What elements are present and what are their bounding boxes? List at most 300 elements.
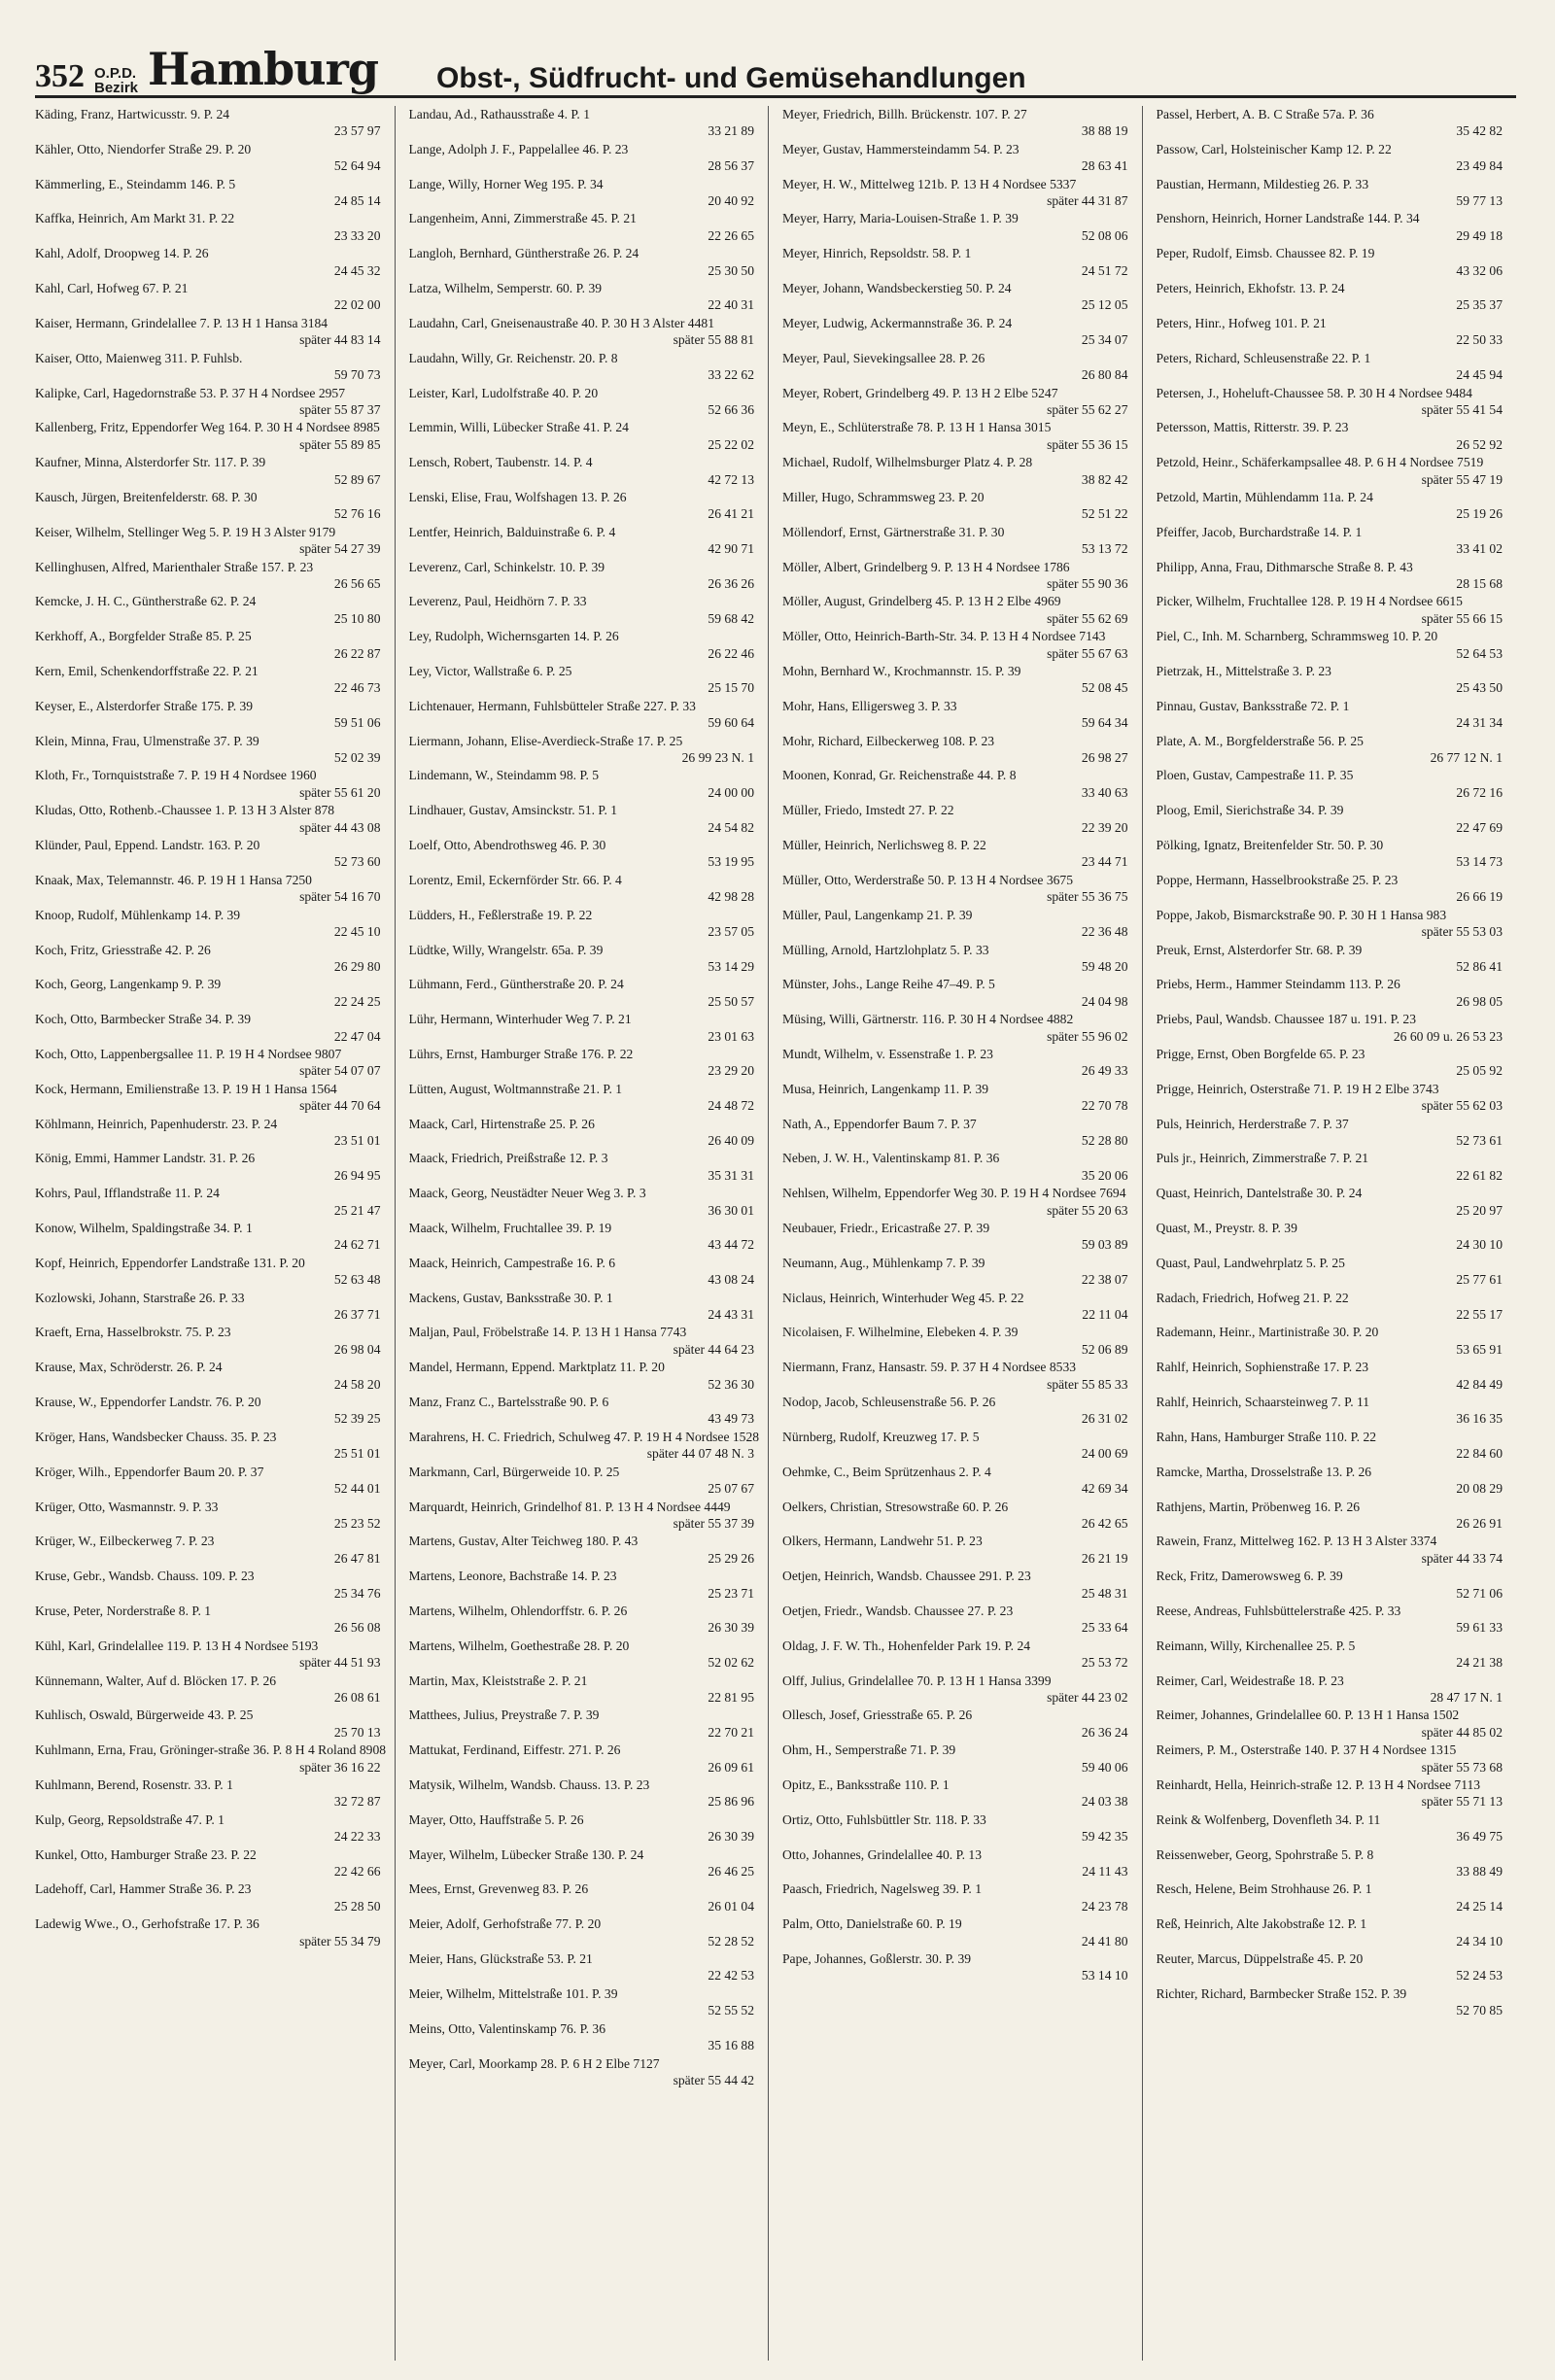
directory-entry <box>1157 280 1509 314</box>
entry-phone: 59 70 73 <box>333 367 381 383</box>
entry-phone: 23 44 71 <box>1081 854 1128 870</box>
directory-entry <box>35 733 387 767</box>
entry-name-address: Nicolaisen, F. Wilhelmine, Elebeken 4. P. 39 <box>782 1325 1019 1340</box>
entry-phone: später 54 07 07 <box>299 1063 381 1079</box>
directory-entry <box>1157 1359 1509 1393</box>
entry-name-address: Müller, Paul, Langenkamp 21. P. 39 <box>782 907 973 922</box>
directory-entry <box>409 1464 761 1498</box>
entry-phone: später 44 31 87 <box>1047 193 1128 209</box>
directory-entry <box>409 767 761 801</box>
entry-name-address: Koch, Otto, Barmbecker Straße 34. P. 39 <box>35 1012 251 1027</box>
entry-name-address: Neubauer, Friedr., Ericastraße 27. P. 39 <box>782 1221 990 1235</box>
entry-name-address: Kröger, Hans, Wandsbecker Chauss. 35. P. 23 <box>35 1429 277 1444</box>
directory-entry <box>35 245 387 279</box>
entry-phone: 24 54 82 <box>708 819 754 835</box>
directory-entry <box>1157 1533 1509 1567</box>
entry-name-address: Liermann, Johann, Elise-Averdieck-Straße 17. P. 25 <box>408 733 683 748</box>
entry-name-address: Lenski, Elise, Frau, Wolfshagen 13. P. 26 <box>408 489 627 504</box>
entry-name-address: Maack, Friedrich, Preißstraße 12. P. 3 <box>408 1151 608 1166</box>
entry-phone: 59 48 20 <box>1081 958 1128 974</box>
entry-name-address: Manz, Franz C., Bartelsstraße 90. P. 6 <box>408 1395 609 1410</box>
entry-name-address: Rawein, Franz, Mittelweg 162. P. 13 H 3 Alster 3374 <box>1156 1534 1437 1549</box>
directory-entry <box>1157 1324 1509 1358</box>
directory-entry <box>782 698 1134 732</box>
entry-name-address: Kunkel, Otto, Hamburger Straße 23. P. 22 <box>35 1846 257 1862</box>
directory-entry <box>35 1811 387 1845</box>
entry-phone: 53 14 10 <box>1081 1968 1128 1983</box>
entry-phone: 23 51 01 <box>333 1132 381 1148</box>
directory-entry <box>35 1846 387 1880</box>
entry-name-address: Kuhlmann, Erna, Frau, Gröninger-straße 36. P. 8 H 4 Roland 8908 <box>35 1742 387 1758</box>
entry-phone: später 55 66 15 <box>1421 610 1503 626</box>
directory-entry <box>35 280 387 314</box>
entry-phone: 26 29 80 <box>333 958 381 974</box>
entry-phone: 28 47 17 N. 1 <box>1430 1689 1503 1705</box>
directory-entry <box>782 385 1134 419</box>
directory-entry <box>409 350 761 384</box>
entry-name-address: Meyer, Johann, Wandsbeckerstieg 50. P. 24 <box>782 281 1012 296</box>
entry-phone: 20 40 92 <box>708 193 754 209</box>
directory-entry <box>782 280 1134 314</box>
entry-name-address: Lüdtke, Willy, Wrangelstr. 65a. P. 39 <box>408 942 604 957</box>
entry-phone: 24 25 14 <box>1456 1898 1503 1914</box>
directory-entry <box>409 1533 761 1567</box>
entry-name-address: Ortiz, Otto, Fuhlsbüttler Str. 118. P. 33 <box>782 1811 986 1827</box>
entry-name-address: Olff, Julius, Grindelallee 70. P. 13 H 1 Hansa 3399 <box>782 1673 1052 1688</box>
entry-phone: 23 57 05 <box>708 924 754 940</box>
entry-phone: 26 72 16 <box>1456 784 1503 800</box>
entry-name-address: Leverenz, Carl, Schinkelstr. 10. P. 39 <box>408 559 605 574</box>
directory-entry <box>35 1533 387 1567</box>
entry-phone: 33 22 62 <box>708 367 754 383</box>
entry-phone: später 44 64 23 <box>673 1341 754 1357</box>
directory-entry <box>409 1742 761 1776</box>
entry-phone: 53 65 91 <box>1456 1341 1503 1357</box>
entry-name-address: Poppe, Hermann, Hasselbrookstraße 25. P. 23 <box>1156 872 1399 887</box>
directory-entry <box>409 1811 761 1845</box>
directory-entry <box>782 1081 1134 1115</box>
directory-entry <box>1157 385 1509 419</box>
entry-phone: 52 73 60 <box>333 854 381 870</box>
entry-name-address: Kahl, Carl, Hofweg 67. P. 21 <box>35 281 189 296</box>
entry-phone: 22 38 07 <box>1081 1272 1128 1288</box>
directory-entry <box>35 1185 387 1219</box>
entry-name-address: Meyer, Friedrich, Billh. Brückenstr. 107. P. 27 <box>782 107 1027 121</box>
directory-entry <box>35 1464 387 1498</box>
entry-name-address: Reimers, P. M., Osterstraße 140. P. 37 H 4 Nordsee 1315 <box>1156 1742 1457 1758</box>
directory-entry <box>35 489 387 523</box>
directory-entry <box>35 1673 387 1707</box>
entry-name-address: Lindhauer, Gustav, Amsinckstr. 51. P. 1 <box>408 803 618 818</box>
entry-phone: 23 33 20 <box>333 227 381 243</box>
entry-phone: 23 57 97 <box>333 123 381 139</box>
entry-phone: 42 98 28 <box>708 889 754 905</box>
entry-name-address: Nath, A., Eppendorfer Baum 7. P. 37 <box>782 1116 977 1131</box>
entry-phone: 33 40 63 <box>1081 784 1128 800</box>
entry-name-address: Knaak, Max, Telemannstr. 46. P. 19 H 1 Hansa 7250 <box>35 872 312 887</box>
directory-entry <box>35 315 387 349</box>
entry-name-address: Ley, Rudolph, Wichernsgarten 14. P. 26 <box>408 629 619 644</box>
entry-phone: 52 28 80 <box>1081 1132 1128 1148</box>
directory-entry <box>35 1081 387 1115</box>
directory-entry <box>35 1255 387 1289</box>
entry-name-address: Reimann, Willy, Kirchenallee 25. P. 5 <box>1156 1638 1356 1653</box>
entry-name-address: Kühl, Karl, Grindelallee 119. P. 13 H 4 Nordsee 5193 <box>35 1638 319 1653</box>
entry-phone: 26 08 61 <box>333 1689 381 1705</box>
directory-entry <box>409 1499 761 1533</box>
entry-name-address: Lemmin, Willi, Lübecker Straße 41. P. 24 <box>408 420 629 435</box>
entry-name-address: Müller, Friedo, Imstedt 27. P. 22 <box>782 803 954 818</box>
entry-name-address: Kloth, Fr., Tornquiststraße 7. P. 19 H 4 Nordsee 1960 <box>35 768 317 783</box>
entry-name-address: Puls jr., Heinrich, Zimmerstraße 7. P. 21 <box>1156 1151 1369 1166</box>
entry-phone: 24 00 00 <box>708 784 754 800</box>
directory-entry <box>782 872 1134 906</box>
entry-name-address: Petzold, Martin, Mühlendamm 11a. P. 24 <box>1156 489 1373 504</box>
entry-phone: 26 36 26 <box>708 575 754 591</box>
section-title: Obst-, Südfrucht- und Gemüsehandlungen <box>435 62 1026 94</box>
entry-phone: 22 55 17 <box>1456 1307 1503 1323</box>
directory-entry <box>782 245 1134 279</box>
directory-entry <box>782 1915 1134 1949</box>
directory-entry <box>409 1046 761 1080</box>
directory-entry <box>1157 559 1509 593</box>
directory-entry <box>409 802 761 836</box>
entry-phone: 23 49 84 <box>1456 158 1503 174</box>
entry-phone: 26 56 08 <box>333 1620 381 1636</box>
directory-entry <box>35 1046 387 1080</box>
entry-phone: 53 14 73 <box>1456 854 1503 870</box>
entry-phone: 59 61 33 <box>1456 1620 1503 1636</box>
directory-entry <box>409 1011 761 1045</box>
directory-entry <box>782 1185 1134 1219</box>
entry-phone: 29 49 18 <box>1456 227 1503 243</box>
entry-name-address: Quast, M., Preystr. 8. P. 39 <box>1156 1221 1297 1235</box>
directory-entry <box>35 872 387 906</box>
entry-name-address: Peters, Hinr., Hofweg 101. P. 21 <box>1156 315 1327 330</box>
entry-name-address: Pinnau, Gustav, Banksstraße 72. P. 1 <box>1156 698 1350 713</box>
entry-phone: 52 08 06 <box>1081 227 1128 243</box>
entry-phone: 25 05 92 <box>1456 1063 1503 1079</box>
directory-entry <box>35 1603 387 1637</box>
directory-entry <box>409 210 761 244</box>
entry-phone: 59 51 06 <box>333 715 381 731</box>
entry-name-address: Kemcke, J. H. C., Güntherstraße 62. P. 24 <box>35 594 257 609</box>
entry-name-address: Lühmann, Ferd., Güntherstraße 20. P. 24 <box>408 977 624 992</box>
entry-name-address: Möllendorf, Ernst, Gärtnerstraße 31. P. 30 <box>782 524 1005 539</box>
directory-entry <box>35 1150 387 1184</box>
directory-entry <box>409 628 761 662</box>
directory-entry <box>409 1324 761 1358</box>
directory-entry <box>35 1880 387 1914</box>
entry-phone: 26 47 81 <box>333 1550 381 1566</box>
entry-name-address: Meyer, Carl, Moorkamp 28. P. 6 H 2 Elbe 7127 <box>408 2055 660 2071</box>
entry-phone: 36 30 01 <box>708 1202 754 1218</box>
entry-name-address: Martens, Wilhelm, Ohlendorffstr. 6. P. 26 <box>408 1603 628 1618</box>
entry-name-address: Möller, Otto, Heinrich-Barth-Str. 34. P. 13 H 4 Nordsee 7143 <box>782 629 1106 644</box>
entry-phone: 52 24 53 <box>1456 1968 1503 1983</box>
entry-name-address: Oelkers, Christian, Stresowstraße 60. P. 26 <box>782 1499 1009 1514</box>
entry-name-address: Mayer, Wilhelm, Lübecker Straße 130. P. 24 <box>408 1846 644 1862</box>
city-title: Hamburg <box>148 43 378 95</box>
entry-phone: später 55 87 37 <box>299 401 381 417</box>
entry-name-address: Peper, Rudolf, Eimsb. Chaussee 82. P. 19 <box>1156 246 1375 261</box>
directory-entry <box>782 454 1134 488</box>
directory-entry <box>1157 350 1509 384</box>
entry-name-address: Kohrs, Paul, Ifflandstraße 11. P. 24 <box>35 1186 220 1201</box>
entry-name-address: Konow, Wilhelm, Spaldingstraße 34. P. 1 <box>35 1221 253 1235</box>
entry-name-address: Landau, Ad., Rathausstraße 4. P. 1 <box>408 107 591 121</box>
entry-phone: später 55 37 39 <box>673 1515 754 1531</box>
directory-entry <box>35 419 387 453</box>
entry-phone: später 36 16 22 <box>299 1759 381 1775</box>
entry-name-address: Maack, Carl, Hirtenstraße 25. P. 26 <box>408 1116 595 1131</box>
directory-entry <box>782 593 1134 627</box>
column-4 <box>1157 106 1517 2361</box>
directory-entry <box>782 628 1134 662</box>
entry-name-address: Prigge, Ernst, Oben Borgfelde 65. P. 23 <box>1156 1046 1365 1061</box>
directory-entry <box>1157 593 1509 627</box>
entry-name-address: Paustian, Hermann, Mildestieg 26. P. 33 <box>1156 176 1369 191</box>
directory-entry <box>409 1707 761 1741</box>
directory-entry <box>1157 1499 1509 1533</box>
entry-name-address: Kuhlmann, Berend, Rosenstr. 33. P. 1 <box>35 1777 233 1792</box>
entry-name-address: Passel, Herbert, A. B. C Straße 57a. P. 36 <box>1156 107 1374 121</box>
entry-phone: 52 51 22 <box>1081 506 1128 522</box>
entry-phone: später 55 62 27 <box>1047 401 1128 417</box>
entry-name-address: Rademann, Heinr., Martinistraße 30. P. 20 <box>1156 1325 1379 1340</box>
entry-phone: 26 37 71 <box>333 1307 381 1323</box>
directory-entry <box>35 1776 387 1811</box>
entry-phone: später 55 85 33 <box>1047 1376 1128 1392</box>
directory-entry <box>782 176 1134 210</box>
entry-name-address: Kock, Hermann, Emilienstraße 13. P. 19 H 1 Hansa 1564 <box>35 1081 337 1096</box>
entry-name-address: Peters, Heinrich, Ekhofstr. 13. P. 24 <box>1156 281 1345 296</box>
entry-phone: 25 23 71 <box>708 1585 754 1601</box>
directory-entry <box>409 1985 761 2019</box>
directory-entry <box>1157 1776 1509 1811</box>
entry-name-address: Oetjen, Heinrich, Wandsb. Chaussee 291. P. 23 <box>782 1569 1031 1584</box>
entry-name-address: Leverenz, Paul, Heidhörn 7. P. 33 <box>408 594 587 609</box>
directory-entry <box>35 1359 387 1393</box>
entry-phone: 25 53 72 <box>1081 1655 1128 1671</box>
entry-name-address: Krüger, Otto, Wasmannstr. 9. P. 33 <box>35 1499 219 1514</box>
directory-entry <box>35 1707 387 1741</box>
entry-name-address: Ohm, H., Semperstraße 71. P. 39 <box>782 1742 956 1758</box>
entry-phone: 43 08 24 <box>708 1272 754 1288</box>
directory-entry <box>409 593 761 627</box>
entry-phone: später 54 27 39 <box>299 541 381 557</box>
entry-phone: 24 21 38 <box>1456 1655 1503 1671</box>
directory-entry <box>782 1150 1134 1184</box>
entry-name-address: Matthees, Julius, Preystraße 7. P. 39 <box>408 1707 600 1723</box>
entry-phone: 43 49 73 <box>708 1411 754 1427</box>
entry-name-address: Ploen, Gustav, Campestraße 11. P. 35 <box>1156 768 1354 783</box>
directory-entry <box>1157 245 1509 279</box>
entry-phone: 24 22 33 <box>333 1829 381 1845</box>
directory-entry <box>782 106 1134 140</box>
directory-entry <box>782 1846 1134 1880</box>
entry-phone: 25 19 26 <box>1456 506 1503 522</box>
entry-name-address: Kämmerling, E., Steindamm 146. P. 5 <box>35 176 236 191</box>
entry-name-address: Langenheim, Anni, Zimmerstraße 45. P. 21 <box>408 211 637 226</box>
directory-entry <box>35 350 387 384</box>
entry-phone: 22 26 65 <box>708 227 754 243</box>
directory-entry <box>409 1220 761 1254</box>
entry-name-address: Maljan, Paul, Fröbelstraße 14. P. 13 H 1 Hansa 7743 <box>408 1325 687 1340</box>
entry-name-address: Reese, Andreas, Fuhlsbüttelerstraße 425. P. 33 <box>1156 1603 1401 1618</box>
directory-entry <box>35 559 387 593</box>
entry-phone: 33 21 89 <box>708 123 754 139</box>
entry-phone: 25 70 13 <box>333 1724 381 1740</box>
directory-entry <box>782 524 1134 558</box>
entry-phone: 25 12 05 <box>1081 297 1128 313</box>
entry-phone: 43 32 06 <box>1456 262 1503 278</box>
entry-name-address: Lange, Adolph J. F., Pappelallee 46. P. 23 <box>408 141 629 156</box>
entry-phone: 22 11 04 <box>1082 1307 1128 1323</box>
entry-name-address: Priebs, Paul, Wandsb. Chaussee 187 u. 191. P. 23 <box>1156 1012 1417 1027</box>
page-header <box>35 27 1516 98</box>
entry-phone: 24 62 71 <box>333 1237 381 1253</box>
entry-phone: später 55 41 54 <box>1421 401 1503 417</box>
directory-entry <box>409 1116 761 1150</box>
column-1 <box>35 106 396 2361</box>
directory-entry <box>409 1915 761 1949</box>
entry-name-address: Kruse, Peter, Norderstraße 8. P. 1 <box>35 1603 212 1618</box>
entry-phone: 25 43 50 <box>1456 680 1503 696</box>
entry-name-address: Keyser, E., Alsterdorfer Straße 175. P. 39 <box>35 698 254 713</box>
entry-name-address: Krause, W., Eppendorfer Landstr. 76. P. 20 <box>35 1395 261 1410</box>
entry-phone: später 44 43 08 <box>299 819 381 835</box>
directory-entry <box>35 802 387 836</box>
entry-name-address: Quast, Heinrich, Dantelstraße 30. P. 24 <box>1156 1186 1363 1201</box>
entry-phone: 22 84 60 <box>1456 1446 1503 1462</box>
entry-name-address: Kaiser, Hermann, Grindelallee 7. P. 13 H 1 Hansa 3184 <box>35 315 328 330</box>
entry-phone: 36 49 75 <box>1456 1829 1503 1845</box>
entry-name-address: Kalipke, Carl, Hagedornstraße 53. P. 37 H 4 Nordsee 2957 <box>35 385 346 400</box>
entry-name-address: Maack, Wilhelm, Fruchtallee 39. P. 19 <box>408 1221 612 1235</box>
directory-entry <box>409 663 761 697</box>
directory-entry <box>409 1429 761 1463</box>
entry-name-address: Ladewig Wwe., O., Gerhofstraße 17. P. 36 <box>35 1916 259 1932</box>
entry-phone: 52 39 25 <box>333 1411 381 1427</box>
entry-name-address: Rathjens, Martin, Pröbenweg 16. P. 26 <box>1156 1499 1361 1514</box>
entry-name-address: Laudahn, Carl, Gneisenaustraße 40. P. 30 H 3 Alster 4481 <box>408 315 714 330</box>
entry-phone: später 55 88 81 <box>673 332 754 348</box>
directory-entry <box>782 1220 1134 1254</box>
entry-phone: 26 94 95 <box>333 1167 381 1183</box>
entry-name-address: Oehmke, C., Beim Sprützenhaus 2. P. 4 <box>782 1464 991 1479</box>
entry-name-address: Otto, Johannes, Grindelallee 40. P. 13 <box>782 1846 983 1862</box>
entry-phone: 26 09 61 <box>708 1759 754 1775</box>
entry-phone: später 55 96 02 <box>1047 1028 1128 1044</box>
directory-entry <box>35 1429 387 1463</box>
directory-entry <box>409 733 761 767</box>
directory-entry <box>782 1046 1134 1080</box>
entry-phone: 22 39 20 <box>1081 819 1128 835</box>
entry-phone: 22 70 21 <box>708 1724 754 1740</box>
entry-name-address: Pietrzak, H., Mittelstraße 3. P. 23 <box>1156 664 1331 678</box>
directory-entry <box>409 872 761 906</box>
entry-phone: 25 34 07 <box>1081 332 1128 348</box>
entry-phone: 52 64 53 <box>1456 645 1503 661</box>
entry-name-address: Lühr, Hermann, Winterhuder Weg 7. P. 21 <box>408 1012 632 1027</box>
entry-name-address: Kaffka, Heinrich, Am Markt 31. P. 22 <box>35 211 235 226</box>
entry-name-address: Mees, Ernst, Grevenweg 83. P. 26 <box>408 1881 589 1897</box>
directory-entry <box>409 1359 761 1393</box>
entry-name-address: Reissenweber, Georg, Spohrstraße 5. P. 8 <box>1156 1846 1374 1862</box>
entry-name-address: Musa, Heinrich, Langenkamp 11. P. 39 <box>782 1081 989 1096</box>
entry-name-address: Mohr, Richard, Eilbeckerweg 108. P. 23 <box>782 733 995 748</box>
entry-name-address: Maack, Heinrich, Campestraße 16. P. 6 <box>408 1255 616 1270</box>
directory-entry <box>35 141 387 175</box>
entry-phone: 32 72 87 <box>333 1794 381 1810</box>
entry-name-address: Niclaus, Heinrich, Winterhuder Weg 45. P. 22 <box>782 1290 1024 1305</box>
entry-name-address: Mundt, Wilhelm, v. Essenstraße 1. P. 23 <box>782 1046 993 1061</box>
entry-phone: später 44 85 02 <box>1421 1724 1503 1740</box>
entry-name-address: Mandel, Hermann, Eppend. Marktplatz 11. P. 20 <box>408 1360 665 1375</box>
entry-phone: 25 30 50 <box>708 262 754 278</box>
entry-phone: später 54 16 70 <box>299 889 381 905</box>
entry-phone: 22 50 33 <box>1456 332 1503 348</box>
directory-entry <box>35 1742 387 1776</box>
column-3 <box>782 106 1143 2361</box>
entry-name-address: Kaufner, Minna, Alsterdorfer Str. 117. P. 39 <box>35 455 266 470</box>
entry-name-address: Piel, C., Inh. M. Scharnberg, Schrammsweg 10. P. 20 <box>1156 629 1438 644</box>
directory-entry <box>782 1359 1134 1393</box>
entry-phone: 26 22 87 <box>333 645 381 661</box>
directory-entry <box>1157 1880 1509 1914</box>
entry-phone: später 55 61 20 <box>299 784 381 800</box>
directory-entry <box>782 1638 1134 1672</box>
directory-entry <box>1157 907 1509 941</box>
directory-entry <box>409 1185 761 1219</box>
directory-entry <box>35 210 387 244</box>
entry-name-address: Kopf, Heinrich, Eppendorfer Landstraße 131. P. 20 <box>35 1255 305 1270</box>
entry-name-address: Marahrens, H. C. Friedrich, Schulweg 47. P. 19 H 4 Nordsee 1528 <box>408 1429 760 1444</box>
directory-entry <box>409 1846 761 1880</box>
entry-phone: 26 26 91 <box>1456 1515 1503 1531</box>
entry-phone: 24 41 80 <box>1081 1933 1128 1949</box>
entry-phone: 25 34 76 <box>333 1585 381 1601</box>
entry-phone: 26 98 05 <box>1456 993 1503 1009</box>
entry-phone: 24 11 43 <box>1082 1864 1128 1880</box>
directory-entry <box>35 106 387 140</box>
entry-phone: 24 43 31 <box>708 1307 754 1323</box>
entry-phone: 26 22 46 <box>708 645 754 661</box>
entry-name-address: Matysik, Wilhelm, Wandsb. Chauss. 13. P. 23 <box>408 1777 650 1792</box>
entry-phone: 24 85 14 <box>333 193 381 209</box>
directory-entry <box>782 976 1134 1010</box>
directory-entry <box>1157 1742 1509 1776</box>
entry-phone: 52 89 67 <box>333 471 381 487</box>
entry-phone: 52 02 62 <box>708 1655 754 1671</box>
entry-phone: 22 42 66 <box>333 1864 381 1880</box>
entry-name-address: Kallenberg, Fritz, Eppendorfer Weg 164. P. 30 H 4 Nordsee 8985 <box>35 420 380 435</box>
entry-name-address: Neumann, Aug., Mühlenkamp 7. P. 39 <box>782 1255 985 1270</box>
entry-phone: 59 60 64 <box>708 715 754 731</box>
directory-entry <box>782 141 1134 175</box>
entry-name-address: Kröger, Wilh., Eppendorfer Baum 20. P. 37 <box>35 1464 264 1479</box>
entry-name-address: Oetjen, Friedr., Wandsb. Chaussee 27. P. 23 <box>782 1603 1014 1618</box>
entry-phone: 26 80 84 <box>1081 367 1128 383</box>
entry-name-address: Michael, Rudolf, Wilhelmsburger Platz 4. P. 28 <box>782 455 1033 470</box>
entry-name-address: Käding, Franz, Hartwicusstr. 9. P. 24 <box>35 107 230 121</box>
directory-entry <box>35 1568 387 1602</box>
directory-entry <box>1157 1846 1509 1880</box>
entry-name-address: Kähler, Otto, Niendorfer Straße 29. P. 20 <box>35 141 252 156</box>
entry-name-address: Ladehoff, Carl, Hammer Straße 36. P. 23 <box>35 1881 252 1897</box>
column-2 <box>409 106 770 2361</box>
